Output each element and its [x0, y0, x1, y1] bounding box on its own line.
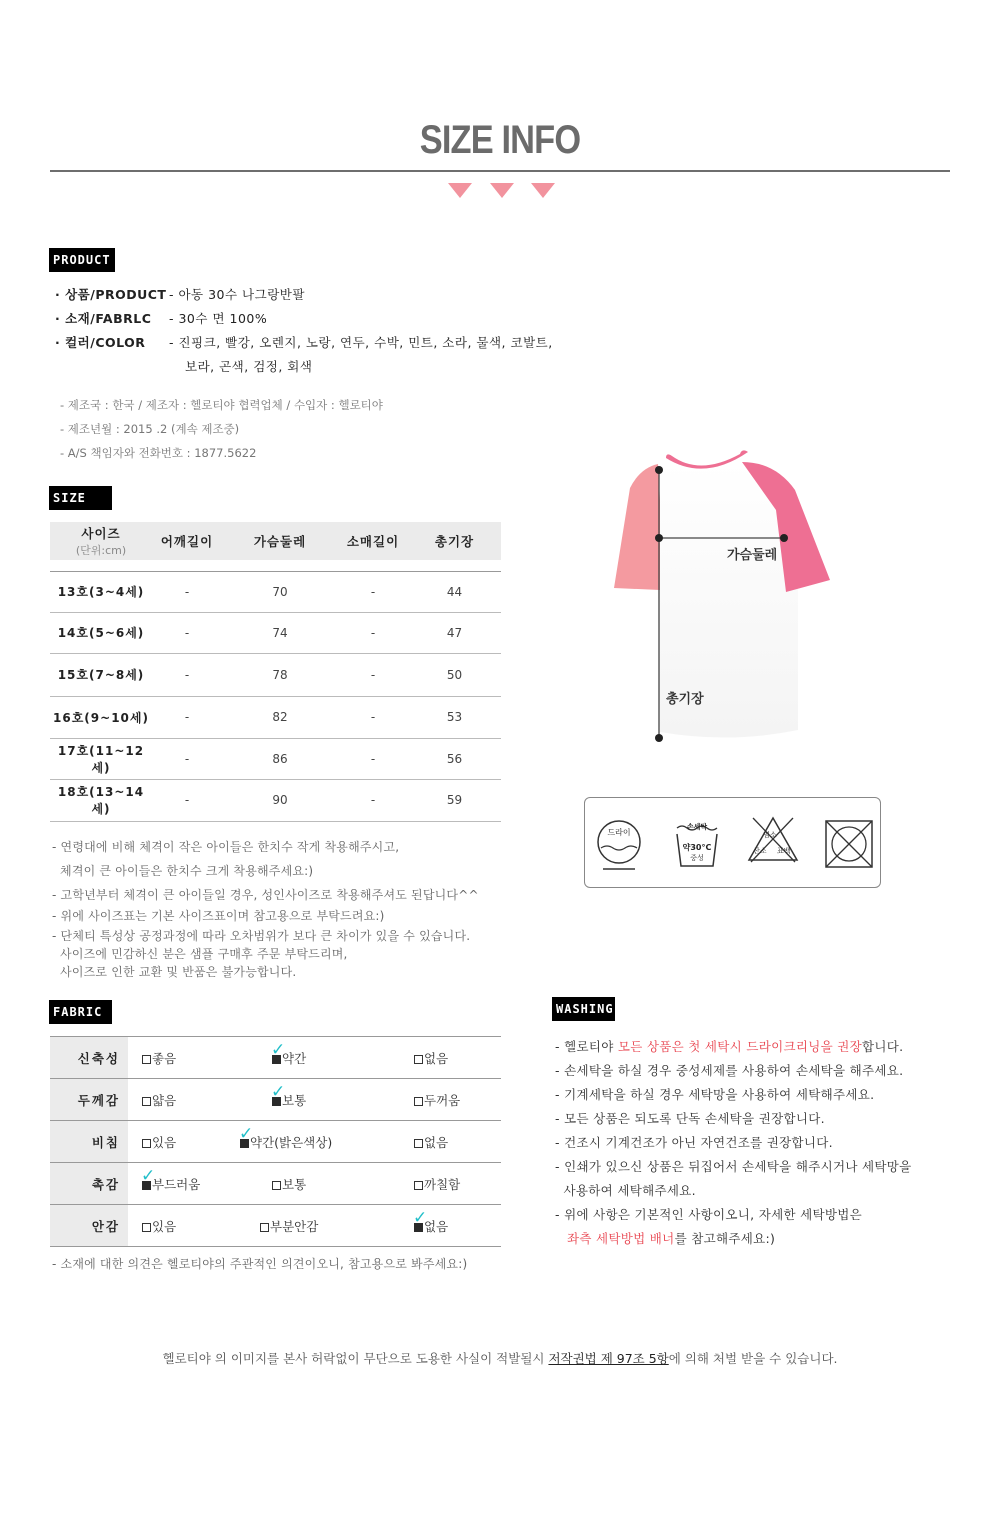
- table-row: [50, 653, 501, 696]
- size-note: - 연령대에 비해 체격이 작은 아이들은 한치수 작게 착용해주시고,: [52, 840, 400, 854]
- table-row: [50, 779, 501, 821]
- washing-tag: WASHING: [552, 997, 615, 1021]
- chest-label: 가슴둘레: [727, 548, 778, 563]
- washing-line: - 건조시 기계건조가 아닌 자연건조를 권장합니다.: [555, 1135, 833, 1150]
- table-row: [50, 738, 501, 779]
- size-cell: 16호(9~10세): [50, 696, 152, 738]
- size-header-row: [50, 522, 501, 560]
- chest-cell: 90: [222, 779, 338, 821]
- fabric-row-label: 촉감: [50, 1163, 128, 1205]
- fabric-option[interactable]: 좋음: [142, 1051, 176, 1066]
- fabric-row-label: 비침: [50, 1121, 128, 1163]
- fabric-value: - 30수 면 100%: [169, 311, 268, 326]
- washing-line: - 위에 사항은 기본적인 사항이오니, 자세한 세탁방법은: [555, 1207, 862, 1222]
- fabric-row: [50, 1121, 501, 1163]
- sleeve-col-header: 소매길이: [338, 522, 408, 560]
- length-cell: 56: [408, 738, 501, 779]
- fabric-option[interactable]: 있음: [142, 1219, 176, 1234]
- pink-triangle-icon: [531, 183, 555, 198]
- fabric-option[interactable]: 얇음: [142, 1093, 176, 1108]
- unit-label: (단위:cm): [75, 544, 127, 557]
- fabric-option[interactable]: 보통: [272, 1177, 306, 1192]
- washing-line: - 인쇄가 있으신 상품은 뒤집어서 손세탁을 해주시거나 세탁망을: [555, 1159, 912, 1174]
- size-note: - 위에 사이즈표는 기본 사이즈표이며 참고용으로 부탁드려요:): [52, 909, 385, 923]
- product-tag: PRODUCT: [49, 248, 115, 272]
- product-row-color: [55, 333, 553, 351]
- size-table: [50, 522, 501, 822]
- checkbox-checked-icon: [271, 1039, 286, 1064]
- fabric-row: [50, 1163, 501, 1205]
- size-note: 체격이 큰 아이들은 한치수 크게 착용해주세요:): [52, 864, 314, 878]
- length-cell: 50: [408, 653, 501, 696]
- size-cell: 14호(5~6세): [50, 612, 152, 653]
- hand-wash-label: 손세탁: [686, 823, 708, 831]
- washing-line: 좌측 세탁방법 배너를 참고해주세요:): [567, 1231, 776, 1246]
- shoulder-cell: -: [152, 738, 222, 779]
- fabric-tag: FABRIC: [49, 1000, 112, 1024]
- neutral-label: 중성: [690, 854, 704, 862]
- fabric-option-selected[interactable]: ✓ 없음: [413, 1207, 449, 1234]
- law-reference: 저작권법 제 97조 5항: [548, 1351, 669, 1366]
- check-icon: ✓: [271, 1039, 286, 1060]
- table-row: [50, 696, 501, 738]
- length-cell: 53: [408, 696, 501, 738]
- shoulder-cell: -: [152, 696, 222, 738]
- checkbox-checked-icon: [141, 1165, 156, 1190]
- washing-line: - 손세탁을 하실 경우 중성세제를 사용하여 손세탁을 해주세요.: [555, 1063, 904, 1078]
- measure-dot: [655, 466, 663, 474]
- fabric-option[interactable]: 부분안감: [260, 1219, 318, 1234]
- size-note: - 단체티 특성상 공정과정에 따라 오차범위가 보다 큰 차이가 있을 수 있습니다.: [52, 929, 471, 943]
- size-cell: 18호(13~14세): [50, 779, 152, 821]
- color-label: · 컬러/COLOR: [55, 335, 146, 350]
- size-note: 사이즈에 민감하신 분은 샘플 구매후 주문 부탁드리며,: [52, 947, 348, 961]
- fabric-option-selected[interactable]: ✓ 약간: [271, 1039, 307, 1066]
- length-col-header: 총기장: [408, 522, 501, 560]
- size-cell: 17호(11~12세): [50, 738, 152, 779]
- checkbox-icon: [142, 1055, 151, 1064]
- sleeve-cell: -: [338, 779, 408, 821]
- size-cell: 15호(7~8세): [50, 653, 152, 696]
- chest-cell: 82: [222, 696, 338, 738]
- checkbox-icon: [414, 1055, 423, 1064]
- measure-dot: [655, 734, 663, 742]
- shoulder-cell: -: [152, 612, 222, 653]
- fabric-option[interactable]: 없음: [414, 1051, 448, 1066]
- product-label: · 상품/PRODUCT: [55, 287, 167, 302]
- washing-banner-link[interactable]: 좌측 세탁방법 배너: [567, 1231, 675, 1246]
- checkbox-checked-icon: [271, 1081, 286, 1106]
- title-divider: [50, 170, 950, 172]
- page-title: SIZE INFO: [419, 118, 581, 162]
- chest-col-header: 가슴둘레: [222, 522, 338, 560]
- fabric-option[interactable]: 두꺼움: [414, 1093, 460, 1108]
- fabric-option-selected[interactable]: ✓ 보통: [271, 1081, 307, 1108]
- chest-cell: 74: [222, 612, 338, 653]
- fabric-table: [50, 1036, 501, 1247]
- washing-highlight: 모든 상품은 첫 세탁시 드라이크리닝을 권장: [617, 1039, 862, 1054]
- product-row-name: [55, 285, 305, 303]
- chest-cell: 70: [222, 571, 338, 612]
- product-row-fabric: [55, 309, 268, 327]
- fabric-row: [50, 1205, 501, 1247]
- color-value-cont: 보라, 곤색, 검정, 회색: [185, 359, 313, 374]
- checkbox-icon: [414, 1097, 423, 1106]
- no-tumble-dry-icon: [823, 818, 875, 870]
- manufacture-date: - 제조년월 : 2015 .2 (계속 제조중): [60, 422, 240, 436]
- size-tag: SIZE: [49, 486, 112, 510]
- washing-line: - 모든 상품은 되도록 단독 손세탁을 권장합니다.: [555, 1111, 825, 1126]
- fabric-row: [50, 1079, 501, 1121]
- shoulder-cell: -: [152, 653, 222, 696]
- color-value: - 진핑크, 빨강, 오렌지, 노랑, 연두, 수박, 민트, 소라, 물색, 코발트,: [169, 335, 553, 350]
- dry-label: 드라이: [607, 828, 631, 837]
- as-contact: - A/S 책임자와 전화번호 : 1877.5622: [60, 446, 257, 460]
- checkbox-checked-icon: [239, 1123, 254, 1148]
- checkbox-icon: [260, 1223, 269, 1232]
- checkbox-icon: [142, 1223, 151, 1232]
- chest-cell: 78: [222, 653, 338, 696]
- checkbox-icon: [414, 1181, 423, 1190]
- temp-label: 약30°C: [682, 843, 712, 852]
- pink-triangle-icon: [448, 183, 472, 198]
- table-row: [50, 571, 501, 612]
- checkbox-icon: [142, 1097, 151, 1106]
- sleeve-cell: -: [338, 653, 408, 696]
- check-icon: ✓: [413, 1207, 428, 1228]
- measure-dot: [780, 534, 788, 542]
- length-cell: 44: [408, 571, 501, 612]
- tshirt-icon: [614, 450, 830, 737]
- washing-line: 사용하여 세탁해주세요.: [555, 1183, 696, 1198]
- shoulder-col-header: 어깨길이: [152, 522, 222, 560]
- fabric-option[interactable]: 까칠함: [414, 1177, 460, 1192]
- check-icon: ✓: [271, 1081, 286, 1102]
- length-cell: 47: [408, 612, 501, 653]
- copyright-footer: 헬로티야 의 이미지를 본사 허락없이 무단으로 도용한 사실이 적발될시 저작권법 제 97조 5항에 의해 처벌 받을 수 있습니다.: [162, 1351, 838, 1366]
- tshirt-diagram: [600, 440, 840, 750]
- length-label: 총기장: [666, 692, 704, 707]
- size-cell: 13호(3~4세): [50, 571, 152, 612]
- fabric-row-label: 안감: [50, 1205, 128, 1247]
- bleach-label: 산소: [753, 847, 767, 855]
- size-note: 사이즈로 인한 교환 및 반품은 불가능합니다.: [52, 965, 297, 979]
- fabric-option[interactable]: 없음: [414, 1135, 448, 1150]
- table-row: [50, 612, 501, 653]
- check-icon: ✓: [141, 1165, 156, 1186]
- washing-line: - 헬로티야 모든 상품은 첫 세탁시 드라이크리닝을 권장합니다.: [555, 1039, 904, 1054]
- chest-cell: 86: [222, 738, 338, 779]
- checkbox-icon: [272, 1181, 281, 1190]
- product-value: - 아동 30수 나그랑반팔: [169, 287, 305, 302]
- fabric-note: - 소재에 대한 의견은 헬로티야의 주관적인 의견이오니, 참고용으로 봐주세요:): [52, 1257, 468, 1271]
- checkbox-icon: [142, 1139, 151, 1148]
- size-col-header: 사이즈 (단위:cm): [50, 522, 152, 560]
- pink-triangle-icon: [490, 183, 514, 198]
- fabric-label: · 소재/FABRLC: [55, 311, 152, 326]
- size-note: - 고학년부터 체격이 큰 아이들일 경우, 성인사이즈로 착용해주셔도 된답니다^^: [52, 888, 479, 902]
- checkbox-checked-icon: [413, 1207, 428, 1232]
- care-icons-panel: [584, 797, 881, 888]
- sleeve-cell: -: [338, 612, 408, 653]
- length-cell: 59: [408, 779, 501, 821]
- check-icon: ✓: [239, 1123, 254, 1144]
- fabric-option-selected[interactable]: ✓ 약간(밝은색상): [239, 1123, 333, 1150]
- bleach-label: 표백: [777, 847, 791, 855]
- shoulder-cell: -: [152, 571, 222, 612]
- measure-dot: [655, 534, 663, 542]
- origin-info: - 제조국 : 한국 / 제조자 : 헬로티야 협력업체 / 수입자 : 헬로티야: [60, 398, 383, 412]
- washing-line: - 기계세탁을 하실 경우 세탁망을 사용하여 세탁해주세요.: [555, 1087, 875, 1102]
- fabric-option[interactable]: 있음: [142, 1135, 176, 1150]
- shoulder-cell: -: [152, 779, 222, 821]
- fabric-row-label: 신축성: [50, 1037, 128, 1079]
- sleeve-cell: -: [338, 738, 408, 779]
- checkbox-icon: [414, 1139, 423, 1148]
- fabric-row-label: 두께감: [50, 1079, 128, 1121]
- fabric-option-selected[interactable]: ✓ 부드러움: [141, 1165, 201, 1192]
- sleeve-cell: -: [338, 696, 408, 738]
- sleeve-cell: -: [338, 571, 408, 612]
- bleach-label: 염소: [763, 831, 777, 839]
- fabric-row: [50, 1037, 501, 1079]
